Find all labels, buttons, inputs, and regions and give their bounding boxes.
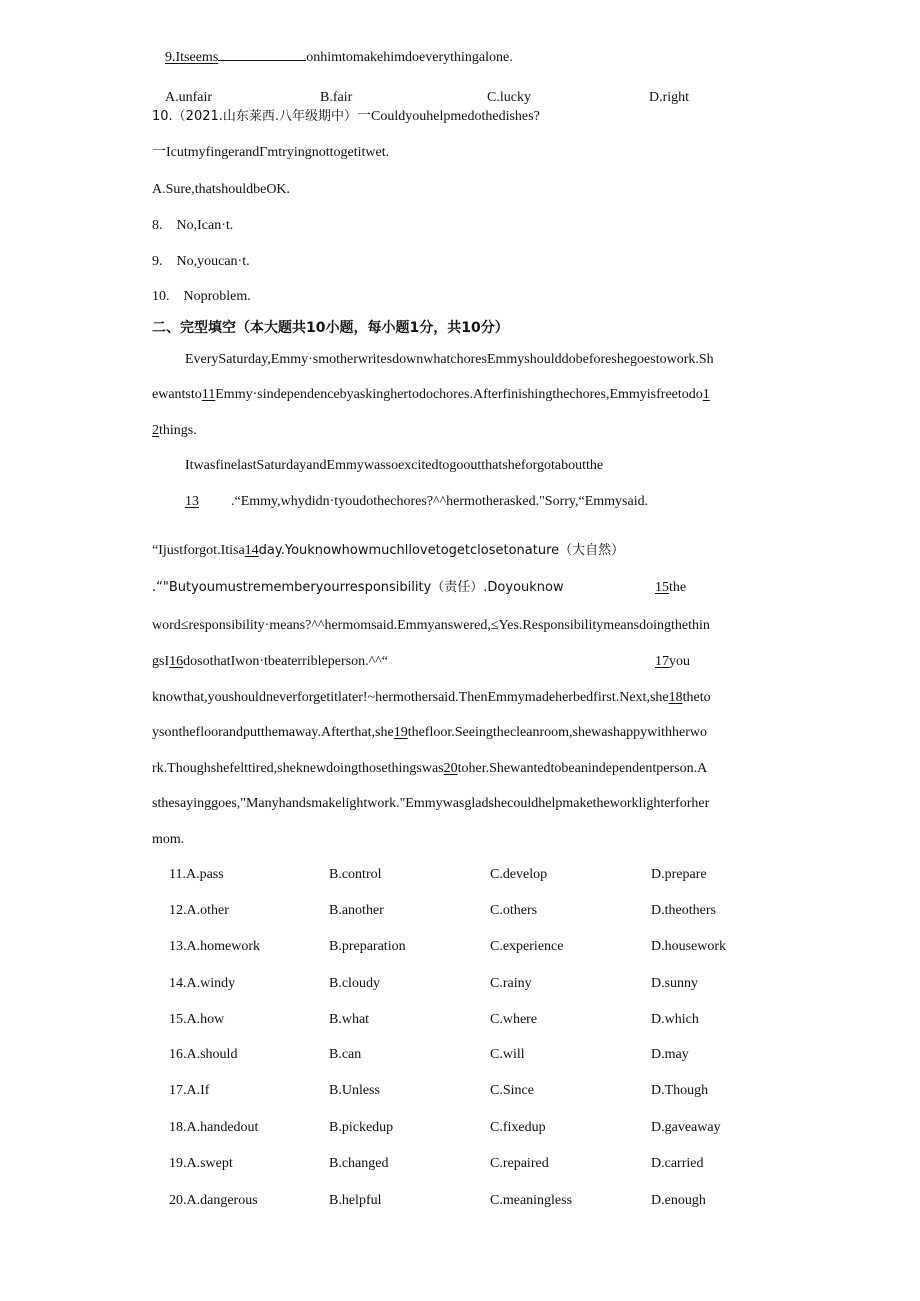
passage-line-5 bbox=[185, 493, 648, 511]
passage-text: the bbox=[669, 580, 687, 595]
blank-15: 15 bbox=[655, 580, 669, 595]
q20-option-a: 20.A.dangerous bbox=[169, 1193, 258, 1208]
blank-20: 20 bbox=[443, 761, 458, 776]
q17-option-d: D.Though bbox=[651, 1083, 709, 1098]
q14-option-c: C.rainy bbox=[490, 976, 532, 991]
q19-option-b: B.changed bbox=[329, 1156, 389, 1171]
blank-13: 13 bbox=[185, 494, 199, 509]
q13-option-b: B.preparation bbox=[329, 939, 406, 954]
passage-text: rk.Thoughshefelttired,sheknewdoingthosethingswas bbox=[152, 761, 444, 776]
passage-line-7 bbox=[152, 579, 564, 597]
q18-option-a: 18.A.handedout bbox=[169, 1120, 259, 1135]
q12-option-c: C.others bbox=[490, 903, 538, 918]
q18-option-d: D.gaveaway bbox=[651, 1120, 721, 1135]
passage-line-3 bbox=[152, 422, 197, 440]
q10-option-b: 8. No,Ican·t. bbox=[152, 218, 234, 233]
q14-option-a: 14.A.windy bbox=[169, 976, 236, 991]
passage-text: “Ijustforgot.Itisa bbox=[152, 543, 245, 558]
q11-option-c: C.develop bbox=[490, 867, 548, 882]
q18-option-c: C.fixedup bbox=[490, 1120, 546, 1135]
q13-option-d: D.housework bbox=[651, 939, 727, 954]
q12-option-d: D.theothers bbox=[651, 903, 716, 918]
q9-blank bbox=[218, 48, 306, 61]
q11-option-d: D.prepare bbox=[651, 867, 707, 882]
q16-option-a: 16.A.should bbox=[169, 1047, 238, 1062]
q10-source: 10.（2021.山东莱西.八年级期中） bbox=[152, 109, 358, 124]
q9-stem bbox=[165, 48, 513, 67]
passage-line-6 bbox=[152, 542, 624, 560]
q16-option-d: D.may bbox=[651, 1047, 689, 1062]
passage-text: dosothatIwon·tbeaterribleperson.^^“ bbox=[183, 654, 388, 669]
q10-option-a: A.Sure,thatshouldbeOK. bbox=[152, 182, 291, 197]
q15-option-d: D.which bbox=[651, 1012, 699, 1027]
passage-text: day.Youknowhowmuchllovetogetclosetonature（大自然） bbox=[258, 543, 625, 558]
passage-line-2 bbox=[152, 386, 710, 404]
passage-text: theto bbox=[682, 690, 711, 705]
passage-text: Emmy·sindependencebyaskinghertodochores.Afterfinishingthechores,Emmyisfreetodo bbox=[215, 387, 703, 402]
passage-line-9 bbox=[152, 653, 388, 671]
q10-reply: 一IcutmyfingerandΓmtryingnottogetitwet. bbox=[152, 145, 390, 160]
q17-option-a: 17.A.If bbox=[169, 1083, 210, 1098]
passage-line-9-end bbox=[655, 653, 690, 671]
q14-option-b: B.cloudy bbox=[329, 976, 380, 991]
passage-text: knowthat,youshouldneverforgetitlater!~hermothersaid.ThenEmmymadeherbedfirst.Next,she bbox=[152, 690, 669, 705]
q13-option-c: C.experience bbox=[490, 939, 564, 954]
q19-option-a: 19.A.swept bbox=[169, 1156, 233, 1171]
q10-stem bbox=[152, 108, 540, 126]
passage-text: thefloor.Seeingthecleanroom,shewashappywithherwo bbox=[407, 725, 708, 740]
q10-option-c: 9. No,youcan·t. bbox=[152, 254, 250, 269]
passage-text: .“Emmy,whydidn·tyoudothechores?^^hermotherasked."Sorry,“Emmysaid. bbox=[231, 494, 649, 509]
q9-option-c: C.lucky bbox=[487, 90, 531, 105]
passage-text: toher.Shewantedtobeanindependentperson.A bbox=[457, 761, 708, 776]
passage-line-14: mom. bbox=[152, 832, 185, 847]
q20-option-d: D.enough bbox=[651, 1193, 706, 1208]
blank-14: 14 bbox=[244, 543, 259, 558]
q11-option-a: 11.A.pass bbox=[169, 867, 224, 882]
q17-option-b: B.Unless bbox=[329, 1083, 380, 1098]
q17-option-c: C.Since bbox=[490, 1083, 534, 1098]
q14-option-d: D.sunny bbox=[651, 976, 699, 991]
passage-line-7-end bbox=[655, 579, 686, 597]
passage-text: ysonthefloorandputthemaway.Afterthat,she bbox=[152, 725, 394, 740]
section-heading: 二、完型填空（本大题共10小题，每小题1分，共10分） bbox=[152, 320, 509, 336]
blank-16: 16 bbox=[169, 654, 184, 669]
q9-stem-start: 9.Itseems bbox=[165, 50, 219, 65]
q20-option-c: C.meaningless bbox=[490, 1193, 573, 1208]
passage-line-12 bbox=[152, 760, 707, 778]
q19-option-c: C.repaired bbox=[490, 1156, 549, 1171]
q18-option-b: B.pickedup bbox=[329, 1120, 394, 1135]
passage-line-13: sthesayinggoes,"Manyhandsmakelightwork."Emmywasgladshecouldhelpmaketheworklighterforher bbox=[152, 796, 710, 811]
blank-12-part: 1 bbox=[702, 387, 710, 402]
passage-line-8: word≤responsibility·means?^^hermomsaid.Emmyanswered,≤Yes.Responsibilitymeansdoingthethin bbox=[152, 618, 710, 633]
passage-line-10 bbox=[152, 689, 711, 707]
q15-option-a: 15.A.how bbox=[169, 1012, 225, 1027]
q9-stem-end: onhimtomakehimdoeverythingalone. bbox=[306, 50, 513, 65]
passage-text: ewantsto bbox=[152, 387, 202, 402]
passage-text: you bbox=[669, 654, 690, 669]
q11-option-b: B.control bbox=[329, 867, 382, 882]
q12-option-b: B.another bbox=[329, 903, 384, 918]
passage-text: .“"Butyoumustrememberyourresponsibility（责任）.Doyouknow bbox=[152, 580, 564, 595]
q12-option-a: 12.A.other bbox=[169, 903, 229, 918]
passage-text: things. bbox=[159, 423, 197, 438]
q9-option-a: A.unfair bbox=[165, 90, 213, 105]
q13-option-a: 13.A.homework bbox=[169, 939, 260, 954]
q9-option-d: D.right bbox=[649, 90, 690, 105]
q10-option-d: 10. Noproblem. bbox=[152, 289, 251, 304]
q16-option-b: B.can bbox=[329, 1047, 362, 1062]
blank-17: 17 bbox=[655, 654, 669, 669]
blank-18: 18 bbox=[668, 690, 683, 705]
blank-11: 11 bbox=[201, 387, 216, 402]
passage-line-4: ItwasfinelastSaturdayandEmmywassoexcitedtogooutthatsheforgotaboutthe bbox=[185, 458, 604, 473]
q15-option-b: B.what bbox=[329, 1012, 370, 1027]
q16-option-c: C.will bbox=[490, 1047, 525, 1062]
blank-19: 19 bbox=[393, 725, 408, 740]
passage-line-11 bbox=[152, 724, 707, 742]
q19-option-d: D.carried bbox=[651, 1156, 704, 1171]
q20-option-b: B.helpful bbox=[329, 1193, 382, 1208]
q15-option-c: C.where bbox=[490, 1012, 538, 1027]
passage-text: gsI bbox=[152, 654, 170, 669]
q9-option-b: B.fair bbox=[320, 90, 353, 105]
blank-12-rest: 2 bbox=[152, 423, 159, 438]
q10-question: 一Couldyouhelpmedothedishes? bbox=[357, 109, 540, 124]
passage-line-1: EverySaturday,Emmy·smotherwritesdownwhatchoresEmmyshoulddobeforeshegoestowork.Sh bbox=[185, 352, 714, 367]
